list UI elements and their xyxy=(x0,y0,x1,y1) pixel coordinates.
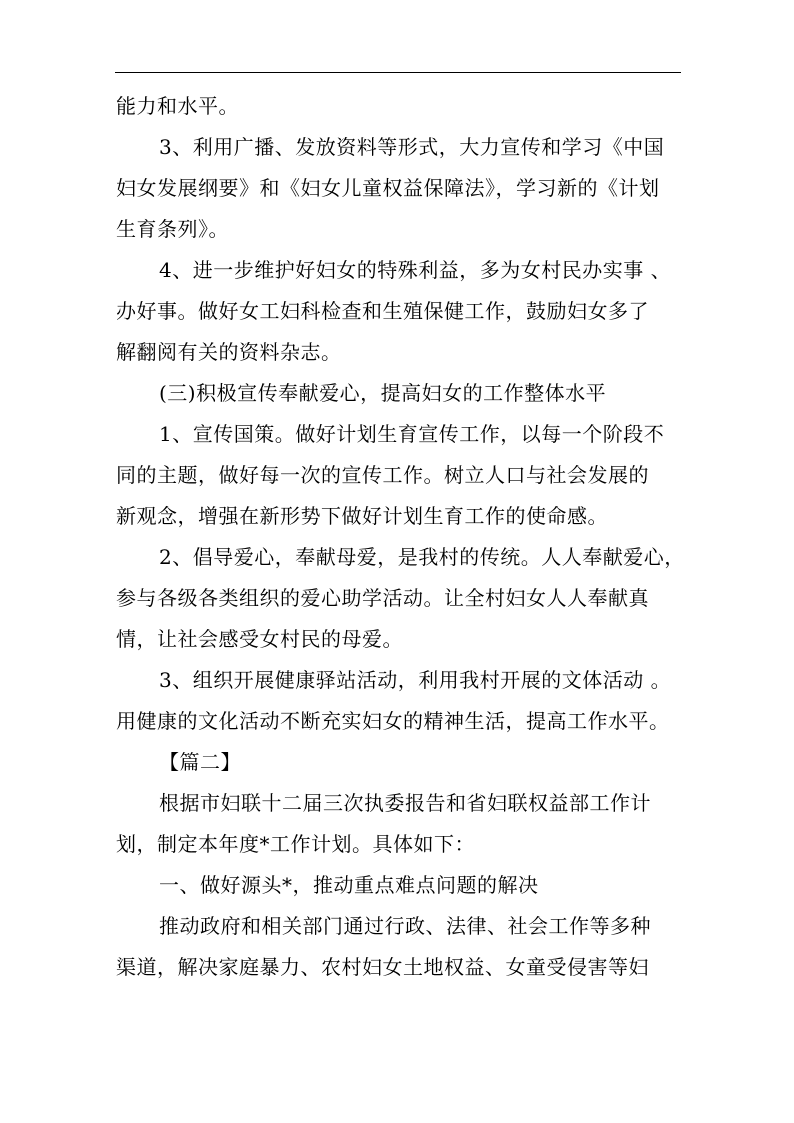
text-line: 4、进一步维护好妇女的特殊利益，多为女村民办实事 、 xyxy=(159,258,672,282)
document-body xyxy=(116,86,686,988)
text-line: 妇女发展纲要》和《妇女儿童权益保障法》，学习新的《计划 xyxy=(116,176,660,200)
header-rule xyxy=(115,72,681,73)
text-line: 参与各级各类组织的爱心助学活动。让全村妇女人人奉献真 xyxy=(116,586,649,610)
text-line: 新观念，增强在新形势下做好计划生育工作的使命感。 xyxy=(116,504,608,528)
text-line: 根据市妇联十二届三次执委报告和省妇联权益部工作计 xyxy=(159,791,651,815)
text-line: 划，制定本年度*工作计划。具体如下： xyxy=(116,832,475,856)
text-line: 3、组织开展健康驿站活动，利用我村开展的文体活动 。 xyxy=(159,668,672,692)
text-line: 2、倡导爱心，奉献母爱，是我村的传统。人人奉献爱心， xyxy=(159,545,685,569)
text-line: 推动政府和相关部门通过行政、法律、社会工作等多种 xyxy=(159,914,651,938)
text-line: 用健康的文化活动不断充实妇女的精神生活，提高工作水平。 xyxy=(116,709,670,733)
text-line: 同的主题，做好每一次的宣传工作。树立人口与社会发展的 xyxy=(116,463,649,487)
text-line: 生育条列》。 xyxy=(116,217,229,241)
text-line: 情，让社会感受女村民的母爱。 xyxy=(116,627,403,651)
text-line: 解翻阅有关的资料杂志。 xyxy=(116,340,342,364)
text-line: 1、宣传国策。做好计划生育宣传工作，以每一个阶段不 xyxy=(159,422,665,446)
text-line: 渠道，解决家庭暴力、农村妇女土地权益、女童受侵害等妇 xyxy=(116,955,649,979)
text-line: 3、利用广播、发放资料等形式，大力宣传和学习《中国 xyxy=(159,135,665,159)
section-title: 【篇二】 xyxy=(159,750,241,774)
text-line: 能力和水平。 xyxy=(116,94,239,118)
section-heading: (三)积极宣传奉献爱心，提高妇女的工作整体水平 xyxy=(159,381,607,405)
text-line: 办好事。做好女工妇科检查和生殖保健工作，鼓励妇女多了 xyxy=(116,299,649,323)
section-heading: 一、做好源头*，推动重点难点问题的解决 xyxy=(159,873,539,897)
